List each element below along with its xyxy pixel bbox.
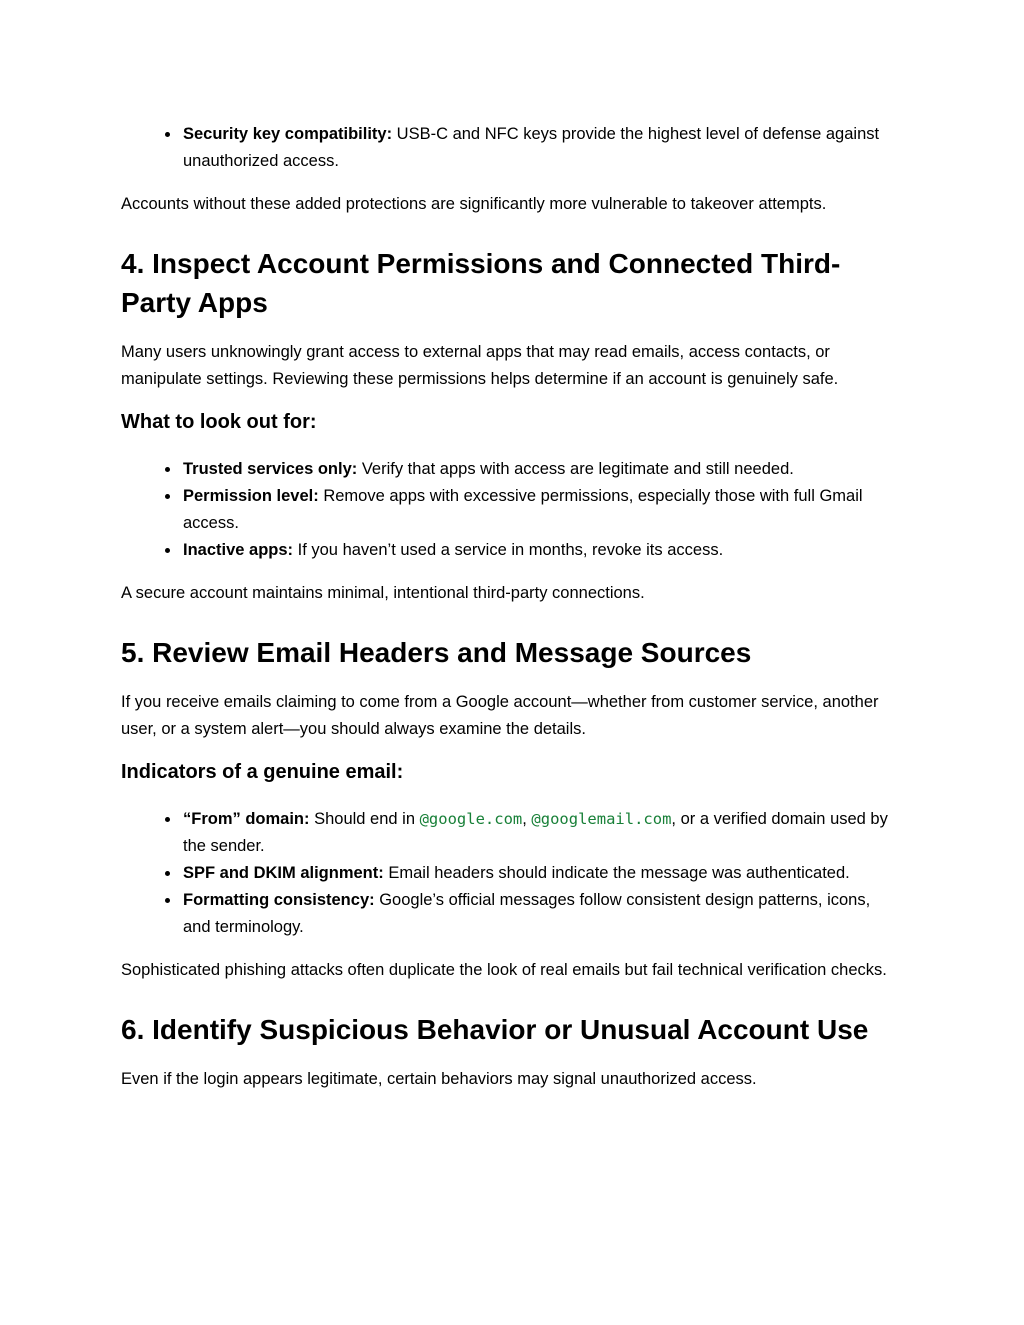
list-item-text: USB-C and NFC keys provide the highest level of defense against unauthorized access. — [183, 125, 880, 170]
security-key-list — [121, 121, 902, 175]
section-heading-6: 6. Identify Suspicious Behavior or Unusual Account Use — [121, 1014, 869, 1045]
paragraph-if-you-receive: If you receive emails claiming to come from a Google account—whether from customer service, another user, or a system alert—you should always examine the details. — [121, 693, 879, 738]
subheading-indicators: Indicators of a genuine email: — [121, 761, 404, 783]
code-googlemail-domain: @googlemail.com — [531, 810, 672, 828]
list-item-spf-dkim — [181, 860, 902, 887]
list-item-inactive-apps — [181, 537, 902, 564]
list-item-bold-lead: SPF and DKIM alignment: — [183, 864, 384, 882]
list-item-text: Verify that apps with access are legitimate and still needed. — [357, 460, 794, 478]
paragraph-secure-account: A secure account maintains minimal, intentional third-party connections. — [121, 584, 645, 602]
list-item-text: If you haven’t used a service in months, revoke its access. — [293, 541, 724, 559]
list-item-bold-lead: Formatting consistency: — [183, 891, 375, 909]
list-item-text: Should end in — [309, 810, 420, 828]
list-item-security-key — [181, 121, 902, 175]
list-item-bold-lead: Permission level: — [183, 487, 319, 505]
paragraph-many-users: Many users unknowingly grant access to external apps that may read emails, access contacts, or manipulate settings. Reviewing these permissions helps determine if an account is genuinely safe. — [121, 343, 839, 388]
permissions-list — [121, 456, 902, 564]
list-item-text: Remove apps with excessive permissions, especially those with full Gmail access. — [183, 487, 863, 532]
list-item-permission-level — [181, 483, 902, 537]
indicators-list — [121, 806, 902, 941]
section-heading-5: 5. Review Email Headers and Message Sources — [121, 637, 752, 668]
list-item-bold-lead: “From” domain: — [183, 810, 310, 828]
list-item-text: , or a verified domain used by the sender. — [183, 810, 888, 855]
paragraph-accounts-vulnerable: Accounts without these added protections are significantly more vulnerable to takeover attempts. — [121, 195, 827, 213]
list-item-formatting-consistency — [181, 887, 902, 941]
paragraph-even-if-login: Even if the login appears legitimate, certain behaviors may signal unauthorized access. — [121, 1070, 757, 1088]
list-item-from-domain — [181, 806, 902, 860]
paragraph-sophisticated-phishing: Sophisticated phishing attacks often duplicate the look of real emails but fail technical verification checks. — [121, 961, 887, 979]
list-item-bold-lead: Trusted services only: — [183, 460, 358, 478]
list-item-text: , — [522, 810, 532, 828]
list-item-text: Email headers should indicate the message was authenticated. — [383, 864, 850, 882]
list-item-bold-lead: Inactive apps: — [183, 541, 294, 559]
list-item-text: Google’s official messages follow consistent design patterns, icons, and terminology. — [183, 891, 871, 936]
list-item-bold-lead: Security key compatibility: — [183, 125, 393, 143]
subheading-what-to-look-out-for: What to look out for: — [121, 411, 317, 433]
section-heading-4: 4. Inspect Account Permissions and Connected Third-Party Apps — [121, 248, 841, 318]
code-google-domain: @google.com — [419, 810, 523, 828]
list-item-trusted-services — [181, 456, 902, 483]
